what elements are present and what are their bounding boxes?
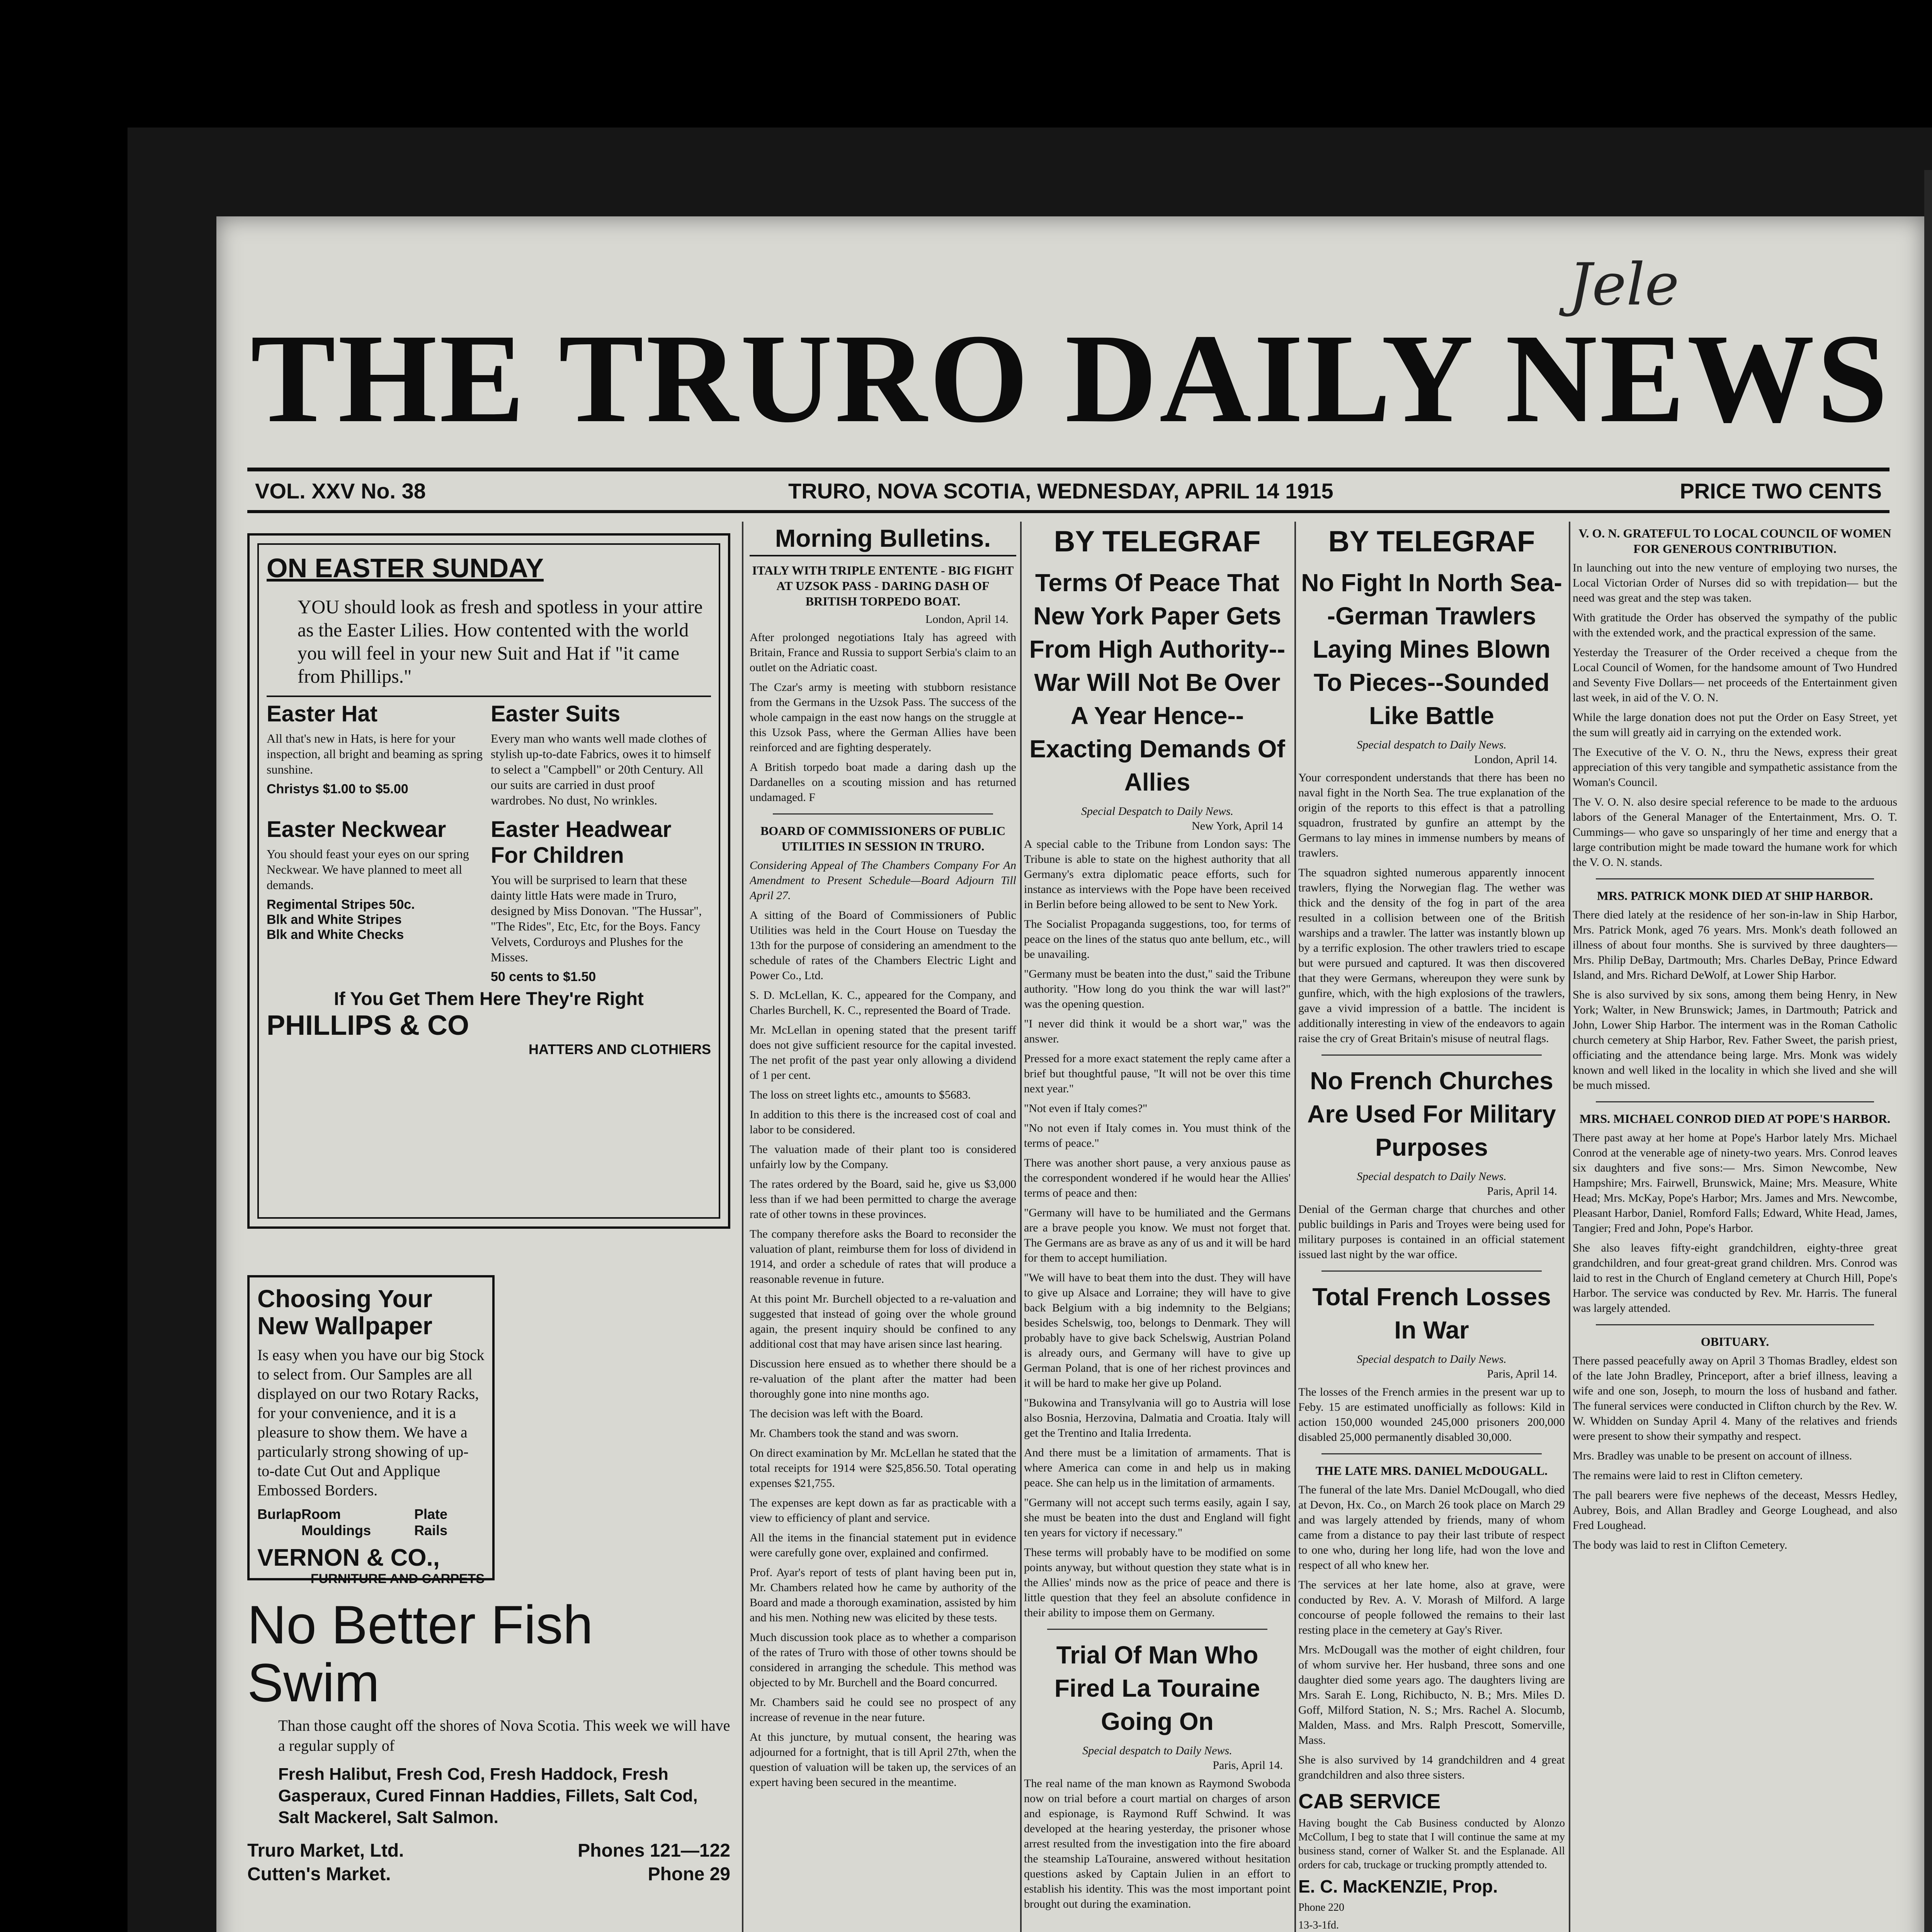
easter-suits-block	[491, 701, 711, 813]
vernon-brand: VERNON & CO.,	[257, 1544, 440, 1571]
article-paragraph: The Executive of the V. O. N., thru the News, express their great appreciation of this very tangible and sympathetic assistance from the Woman's Council.	[1573, 746, 1897, 789]
morning-bulletins-column	[750, 522, 1016, 1932]
wallpaper-items	[257, 1506, 485, 1539]
fish-body: Than those caught off the shores of Nova Scotia. This week we will have a regular supply of	[278, 1717, 730, 1754]
article-paragraph: Mrs. McDougall was the mother of eight children, four of whom survive her. Her husband, three sons and one daughter died some years ago. The daughters living are Mrs. Sarah E. Long, Richibucto, N. B.; Mrs. Miles D. Goff, Milford Station, N. S.; Mrs. Rachel A. Slocumb, Malden, Mass. and Mrs. Ralph Prescott, Somerville, Mass.	[1298, 1643, 1565, 1747]
dateline-text: Paris, April 14.	[1487, 1367, 1557, 1380]
article-headline: Total French Losses In War	[1312, 1283, 1551, 1344]
easter-ad-footer: If You Get Them Here They're Right	[334, 989, 644, 1009]
divider	[1596, 1101, 1874, 1102]
easter-headwear-title: Easter Headwear For Children	[491, 817, 672, 868]
local-news-column	[1573, 522, 1897, 1932]
cab-service-body: Having bought the Cab Business conducted by Alonzo McCollum, I beg to state that I will continue the same at my business stand, corner of Walker St. and the Esplanade. All orders for cab, truckage or trucking promptly attended to.	[1298, 1817, 1565, 1871]
byline: Special despatch to Daily News.	[1357, 1170, 1507, 1183]
volume-number: VOL. XXV No. 38	[255, 479, 426, 503]
column-rule	[1020, 522, 1022, 1932]
easter-suits-body: Every man who wants well made clothes of stylish up-to-date Fabrics, owes it to himself to select a "Campbell" or 20th Century. All our suits are carried in dust proof wardrobes. No dust, No wrinkles.	[491, 731, 711, 807]
divider	[1321, 1270, 1542, 1272]
article-paragraph: The company therefore asks the Board to reconsider the valuation of plant, reimburse them for loss of dividend in 1914, and order a schedule of rates that will produce a reasonable revenue in future.	[750, 1228, 1016, 1286]
wallpaper-body: Is easy when you have our big Stock to select from. Our Samples are all displayed on our two Rotary Racks, for your convenience, and it is a pleasure to show them. We have a particularly strong showing of up-to-date Cut Out and Applique Embossed Borders.	[257, 1346, 485, 1499]
fish-items: Fresh Halibut, Fresh Cod, Fresh Haddock, Fresh Gasperaux, Cured Finnan Haddies, Fillets, Salt Cod, Salt Mackerel, Salt Salmon.	[278, 1765, 698, 1827]
article-headline: Terms Of Peace That New York Paper Gets From High Authority--War Will Not Be Over A Year Hence--Exacting Demands Of Allies	[1029, 569, 1286, 796]
article-paragraph: There passed peacefully away on April 3 Thomas Bradley, eldest son of the late John Bradley, Princeport, after a brief illness, leaving a wife and one son, Joseph, to mourn the loss of husband and father. The funeral services were conducted in Clifton church by the Rev. W. W. Whidden on Sunday April 4. Many of the relatives and friends were present to show their sympathy and respect.	[1573, 1354, 1897, 1442]
article-headline: No Fight In North Sea--German Trawlers Laying Mines Blown To Pieces--Sounded Like Battle	[1301, 569, 1562, 730]
dateline-text: New York, April 14	[1192, 820, 1283, 832]
article-headline: No French Churches Are Used For Military Purposes	[1307, 1067, 1556, 1161]
article-paragraph: Mrs. Bradley was unable to be present on account of illness.	[1573, 1449, 1852, 1462]
article-paragraph: She also leaves fifty-eight grandchildren, eighty-three great grandchildren, and four great-great grand children. Mrs. Conrod was laid to rest in the Church of England cemetery at Church Hill, Pope's Harbor. The service was conducted by Rev. Mr. Harris. The funeral was largely attended.	[1573, 1242, 1897, 1315]
article-paragraph: In addition to this there is the increased cost of coal and labor to be considered.	[750, 1108, 1016, 1136]
article-subheading: Considering Appeal of The Chambers Company For An Amendment to Present Schedule—Board Adjourn Till April 27.	[750, 859, 1016, 902]
market-phone: Phone 29	[648, 1864, 730, 1884]
by-telegraf-label: BY TELEGRAF	[1328, 525, 1535, 558]
easter-headwear-price: 50 cents to $1.50	[491, 969, 596, 984]
telegraf-column-2	[1298, 522, 1565, 1932]
divider	[773, 813, 993, 815]
byline: Special despatch to Daily News.	[1082, 1744, 1232, 1757]
article-paragraph: The remains were laid to rest in Clifton cemetery.	[1573, 1469, 1803, 1482]
dateline	[247, 468, 1889, 513]
article-paragraph: After prolonged negotiations Italy has agreed with Britain, France and Russia to support Serbia's claim to an outlet on the Adriatic coast.	[750, 631, 1016, 674]
article-paragraph: At this juncture, by mutual consent, the hearing was adjourned for a fortnight, that is till April 27th, when the question of valuation will be taken up, the services of an expert having been secured in the meantime.	[750, 1731, 1016, 1789]
article-paragraph: Yesterday the Treasurer of the Order received a cheque from the Local Council of Women, for the handsome amount of Two Hundred and Seventy Five Dollars— net proceeds of the Entertainment given last week, in aid of the V. O. N.	[1573, 646, 1897, 704]
easter-hat-body: All that's new in Hats, is here for your inspection, all bright and beaming as spring sunshine.	[267, 731, 483, 776]
article-paragraph: Mr. Chambers said he could see no prospect of any increase of revenue in the near future.	[750, 1696, 1016, 1724]
article-heading: ITALY WITH TRIPLE ENTENTE - BIG FIGHT AT UZSOK PASS - DARING DASH OF BRITISH TORPEDO BOAT.	[752, 563, 1014, 608]
article-paragraph: Much discussion took place as to whether a comparison of the rates of Truro with those of other towns should be considered in arranging the schedule. This method was objected to by Mr. Burchell and the Board concurred.	[750, 1631, 1016, 1689]
article-paragraph: The Socialist Propaganda suggestions, too, for terms of peace on the lines of the status quo ante bellum, etc., will be unavailing.	[1024, 918, 1291, 961]
by-telegraf-label: BY TELEGRAF	[1054, 525, 1261, 558]
article-paragraph: There died lately at the residence of her son-in-law in Ship Harbor, Mrs. Patrick Monk, aged 76 years. Mrs. Monk's death followed an illness of about four months. She is survived by three daughters— Mrs. Philip DeBay, Dartmouth; Mrs. Charles DeBay, Prince Edward Island, and Mrs. Richard DeWolf, at Lower Ship Harbor.	[1573, 908, 1897, 981]
easter-ad-lead: YOU should look as fresh and spotless in your attire as the Easter Lilies. How contented with the world you will feel in your new Suit and Hat if "it came from Phillips."	[298, 596, 703, 687]
wallpaper-title: Choosing Your New Wallpaper	[257, 1285, 432, 1340]
column-rule	[742, 522, 743, 1932]
article-paragraph: Discussion here ensued as to whether there should be a re-valuation of the plant after the matter had been thoroughly gone into nine months ago.	[750, 1357, 1016, 1400]
article-paragraph: A special cable to the Tribune from London says: The Tribune is able to state on the highest authority that all Germany's extra diplomatic peace efforts, such for instance as interviews with the Pope have been received in Berlin before being allowed to be sent to New York.	[1024, 838, 1291, 911]
wallpaper-item: Plate Rails	[414, 1506, 447, 1538]
fish-ad	[247, 1596, 730, 1885]
easter-ad-title: ON EASTER SUNDAY	[267, 553, 544, 583]
article-paragraph: The pall bearers were five nephews of the deceast, Messrs Hedley, Aubrey, Bois, and Allan Bradley and George Loughead, and also Fred Loughead.	[1573, 1489, 1897, 1532]
easter-neckwear-body: You should feast your eyes on our spring Neckwear. We have planned to meet all demands.	[267, 847, 469, 892]
article-paragraph: All the items in the financial statement put in evidence were carefully gone over, explained and confirmed.	[750, 1531, 1016, 1559]
article-heading: OBITUARY.	[1701, 1335, 1769, 1349]
easter-hat-price: Christys $1.00 to $5.00	[267, 782, 408, 796]
fish-title: No Better Fish Swim	[247, 1594, 593, 1713]
neckwear-price-1: Regimental Stripes 50c.	[267, 897, 415, 912]
article-paragraph: A sitting of the Board of Commissioners of Public Utilities was held in the Court House on Tuesday the 13th for the purpose of considering an amendment to the schedule of rates of the Chambers Electric Light and Power Co., Ltd.	[750, 909, 1016, 982]
article-paragraph: While the large donation does not put the Order on Easy Street, yet the sum will greatly aid in carrying on the extended work.	[1573, 711, 1897, 739]
divider	[1596, 878, 1874, 879]
divider	[1047, 1629, 1267, 1630]
easter-hat-block	[267, 701, 487, 813]
masthead: THE TRURO DAILY NEWS	[250, 308, 1890, 449]
article-paragraph: A British torpedo boat made a daring dash up the Dardanelles on a scouting mission and has returned undamaged. F	[750, 761, 1016, 804]
market-name: Truro Market, Ltd.	[247, 1840, 404, 1861]
article-paragraph: The Czar's army is meeting with stubborn resistance from the Germans in the Uzsok Pass. The success of the whole campaign in the east now hangs on the struggle at this Uzsok Pass, where the German Allies have been reinforced and are fighting desperately.	[750, 681, 1016, 754]
adjacent-page-edge	[1924, 170, 1932, 1932]
article-heading: BOARD OF COMMISSIONERS OF PUBLIC UTILITIES IN SESSION IN TRURO.	[760, 824, 1006, 853]
column-rule	[1569, 522, 1570, 1932]
neckwear-price-3: Blk and White Checks	[267, 927, 404, 942]
article-paragraph: "Bukowina and Transylvania will go to Austria will lose also Bosnia, Herzovina, Dalmatia and Croatia. Italy will get the Trentino and Italia Irredenta.	[1024, 1396, 1291, 1439]
market-row	[247, 1864, 730, 1885]
neckwear-price-2: Blk and White Stripes	[267, 912, 402, 927]
article-paragraph: Pressed for a more exact statement the reply came after a brief but thoughtful pause, "It will not be over this time next year."	[1024, 1052, 1291, 1095]
dateline-text: Paris, April 14.	[1213, 1759, 1283, 1772]
easter-neckwear-block	[267, 816, 487, 985]
price: PRICE TWO CENTS	[1680, 479, 1882, 503]
article-paragraph: The loss on street lights etc., amounts to $5683.	[750, 1088, 971, 1101]
article-paragraph: "We will have to beat them into the dust. They will have to give up Alsace and Lorraine; they will have to give back Belgium with a big indemnity to the Belgians; besides Schelswig, too, belongs to Denmark. They will probably have to give back Schelswig, Austrian Poland is already ours, and Germany will have to give up German Poland, that is one of her richest provinces and it will be hard to make her give up Poland.	[1024, 1271, 1291, 1389]
article-heading: MRS. MICHAEL CONROD DIED AT POPE'S HARBOR.	[1579, 1112, 1891, 1126]
article-paragraph: The body was laid to rest in Clifton Cemetery.	[1573, 1539, 1787, 1551]
mackenzie-brand: E. C. MacKENZIE, Prop.	[1298, 1876, 1498, 1896]
article-paragraph: The valuation made of their plant too is considered unfairly low by the Company.	[750, 1143, 1016, 1171]
cab-service-title: CAB SERVICE	[1298, 1790, 1441, 1813]
ads-column	[247, 522, 734, 1932]
article-heading: THE LATE MRS. DANIEL McDOUGALL.	[1315, 1464, 1548, 1478]
easter-headwear-body: You will be surprised to learn that these dainty little Hats were made in Truro, designed by Miss Donovan. "The Hussar", "The Rides", Etc, Etc, for the Boys. Fancy Velvets, Corduroys and Plushes for the Misses.	[491, 873, 702, 964]
byline: Special Despatch to Daily News.	[1081, 805, 1234, 818]
article-paragraph: And there must be a limitation of armaments. That is where America can come in and help us in making peace. She can help us in the limitation of armaments.	[1024, 1446, 1291, 1489]
article-paragraph: She is also survived by 14 grandchildren and 4 great grandchildren and also three sisters.	[1298, 1753, 1565, 1781]
article-paragraph: At this point Mr. Burchell objected to a re-valuation and suggested that instead of going over the whole ground again, the present inquiry should be confined to any additional cost that may have arisen since last hearing.	[750, 1293, 1016, 1350]
article-paragraph: The real name of the man known as Raymond Swoboda now on trial before a court martial on charges of arson and espionage, is Raymond Ruff Schwind. It was developed at the hearing yesterday, the prisoner whose arrest resulted from the investigation into the fire aboard the steamship LaTouraine, answered without hesitation questions asked by Captain Julien in an effort to establish his identity. This was the most important point brought out during the examination.	[1024, 1777, 1291, 1910]
article-paragraph: "Germany will have to be humiliated and the Germans are a brave people you know. We must not forget that. The Germans are as brave as any of us and it will be hard for them to accept humiliation.	[1024, 1206, 1291, 1264]
dateline-text: London, April 14.	[925, 613, 1009, 626]
article-paragraph: With gratitude the Order has observed the sympathy of the public with the extended work, and the practical expression of the same.	[1573, 611, 1897, 639]
article-paragraph: The expenses are kept down as far as practicable with a view to efficiency of plant and service.	[750, 1497, 1016, 1524]
article-paragraph: The services at her late home, also at grave, were conducted by Rev. A. V. Morash of Milford. A large concourse of people followed the remains to their last resting place in the cemetery at Gay's River.	[1298, 1578, 1565, 1636]
wallpaper-ad	[247, 1275, 495, 1586]
article-headline: Trial Of Man Who Fired La Touraine Going On	[1054, 1641, 1260, 1735]
article-paragraph: Mr. Chambers took the stand and was sworn.	[750, 1427, 959, 1440]
newspaper-page	[216, 216, 1924, 1932]
article-paragraph: On direct examination by Mr. McLellan he stated that the total receipts for 1914 were $25,856.50. Total operating expenses $21,755.	[750, 1447, 1016, 1490]
phillips-brand: PHILLIPS & CO	[267, 1010, 469, 1041]
article-paragraph: These terms will probably have to be modified on some points anyway, but without question they state what is in the Allies' minds now as the price of peace and there is little question that they feel an absolute confidence in their ability to impose them on Germany.	[1024, 1546, 1291, 1619]
dateline-text: London, April 14.	[1474, 753, 1557, 766]
article-paragraph: "Germany must be beaten into the dust," said the Tribune authority. "How long do you think the war will last?" was the opening question.	[1024, 968, 1291, 1010]
article-paragraph: Mr. McLellan in opening stated that the present tariff does not give sufficient resource for the capital invested. The net profit of the past year only allowing a dividend of 1 per cent.	[750, 1024, 1016, 1082]
easter-suits-title: Easter Suits	[491, 701, 621, 726]
wallpaper-item: Room Mouldings	[301, 1506, 371, 1538]
cab-service-code: 13-3-1fd.	[1298, 1919, 1339, 1931]
article-paragraph: Denial of the German charge that churches and other public buildings in Paris and Troyes were being used for military purposes is contained in an official statement issued last night by the war office.	[1298, 1203, 1565, 1261]
article-paragraph: S. D. McLellan, K. C., appeared for the Company, and Charles Burchell, K. C., represented the Board of Trade.	[750, 989, 1016, 1017]
article-paragraph: There past away at her home at Pope's Harbor lately Mrs. Michael Conrod at the venerable age of ninety-two years. Mrs. Conrod leaves six daughters and five sons:— Mrs. Simon Newcombe, New Hampshire; Mrs. Fairwell, Brunswick, Maine; Mrs. Measure, White Head; Mrs. McKay, Pope's Harbor; Mrs. James and Mrs. Newcombe, Pleasant Harbor, Daniel, Romford Falls; Edward, White Head, James, Tangier; Fred and John, Pope's Harbor.	[1573, 1131, 1897, 1235]
article-paragraph: The funeral of the late Mrs. Daniel McDougall, who died at Devon, Hx. Co., on March 26 took place on March 29 and was largely attended by friends, many of whom came from a distance to pay their last tribute of respect to one who, during her long life, had won the love and respect of all who knew her.	[1298, 1483, 1565, 1571]
byline: Special despatch to Daily News.	[1357, 1353, 1507, 1366]
divider	[1596, 1324, 1874, 1325]
market-row	[247, 1840, 730, 1861]
article-paragraph: "Germany will not accept such terms easily, again I say, she must be beaten into the dust and England will fight ten years for victory if necessary."	[1024, 1496, 1291, 1539]
article-paragraph: The rates ordered by the Board, said he, give us $3,000 less than if we had been permitted to charge the average rate of other towns in these provinces.	[750, 1178, 1016, 1221]
article-paragraph: The squadron sighted numerous apparently innocent trawlers, flying the Norwegian flag. The wether was thick and the density of the fog in part of the area resulted in a collision between one of the British warships and a trawler. The latter was instantly blown up by a terrific explosion. The other trawlers tried to escape but were pursued and captured. It was then discovered that they were Germans, whereupon they were sunk by gunfire, which, with the high explosions of the trawlers, gave a vivid impression of a battle. The incident is additionally interesting in view of the endeavors to again raise the cry of Great Britain's misuse of neutral flags.	[1298, 866, 1565, 1045]
article-paragraph: In launching out into the new venture of employing two nurses, the Local Victorian Order of Nurses did so with trepidation— but the need was great and the step was taken.	[1573, 561, 1897, 604]
vernon-subtitle: FURNITURE AND CARPETS	[310, 1571, 485, 1586]
article-paragraph: The V. O. N. also desire special reference to be made to the arduous labors of the General Manager of the Entertainment, Mrs. O. T. Cummings— who gave so unsparingly of her time and energy that a large contribution might be made toward the humane work for which the V. O. N. stands.	[1573, 796, 1897, 869]
easter-hat-title: Easter Hat	[267, 701, 378, 726]
divider	[1321, 1054, 1542, 1056]
article-paragraph: "No not even if Italy comes in. You must think of the terms of peace."	[1024, 1122, 1291, 1150]
phillips-subtitle: HATTERS AND CLOTHIERS	[529, 1041, 711, 1057]
handwritten-note: Jele	[1569, 251, 1679, 318]
market-name: Cutten's Market.	[247, 1864, 391, 1884]
article-paragraph: Your correspondent understands that there has been no naval fight in the North Sea. The true explanation of the origin of the reports to this effect is that a patrolling squadron, frustrated by gunfire an attempt by the Germans to lay mines in immense numbers by means of trawlers.	[1298, 771, 1565, 859]
article-paragraph: Prof. Ayar's report of tests of plant having been put in, Mr. Chambers related how he came by authority of the Board and made a thorough examination, assisted by him and his men. Nothing new was elicited by these tests.	[750, 1566, 1016, 1624]
article-heading: MRS. PATRICK MONK DIED AT SHIP HARBOR.	[1597, 889, 1873, 903]
place-date: TRURO, NOVA SCOTIA, WEDNESDAY, APRIL 14 1915	[788, 479, 1333, 503]
wallpaper-item: Burlap	[257, 1506, 302, 1522]
article-paragraph: The losses of the French armies in the present war up to Feby. 15 are estimated unofficially as follows: Kild in action 150,000 wounded 245,000 prisoners 200,000 disabled 25,000 permanently disabled 30,000.	[1298, 1386, 1565, 1444]
byline: Special despatch to Daily News.	[1357, 738, 1507, 751]
cab-service-phone: Phone 220	[1298, 1901, 1344, 1913]
easter-headwear-block	[491, 816, 711, 985]
easter-neckwear-title: Easter Neckwear	[267, 817, 446, 842]
article-paragraph: There was another short pause, a very anxious pause as the correspondent wondered if he would hear the Allies' terms of peace and then:	[1024, 1156, 1291, 1199]
article-paragraph: "I never did think it would be a short war," was the answer.	[1024, 1017, 1291, 1045]
market-phone: Phones 121—122	[578, 1840, 730, 1861]
article-paragraph: The decision was left with the Board.	[750, 1407, 923, 1420]
telegraf-column-1	[1024, 522, 1291, 1932]
article-paragraph: "Not even if Italy comes?"	[1024, 1102, 1148, 1115]
column-rule	[1294, 522, 1296, 1932]
article-heading: V. O. N. GRATEFUL TO LOCAL COUNCIL OF WOMEN FOR GENEROUS CONTRIBUTION.	[1578, 526, 1891, 556]
divider	[1321, 1453, 1542, 1454]
article-paragraph: She is also survived by six sons, among them being Henry, in New York; Walter, in New Brunswick; James, in Dartmouth; Patrick and John, Lower Ship Harbor. The interment was in the Roman Catholic church cemetery at Ship Harbor, Rev. Father Sweet, the parish priest, officiating and the attendance being large. Mrs. Monk was widely known and well liked in the locality in which she lived and she will be much missed.	[1573, 988, 1897, 1092]
easter-ad	[247, 533, 730, 1229]
dateline-text: Paris, April 14.	[1487, 1185, 1557, 1197]
morning-bulletins-heading: Morning Bulletins.	[750, 522, 1016, 556]
